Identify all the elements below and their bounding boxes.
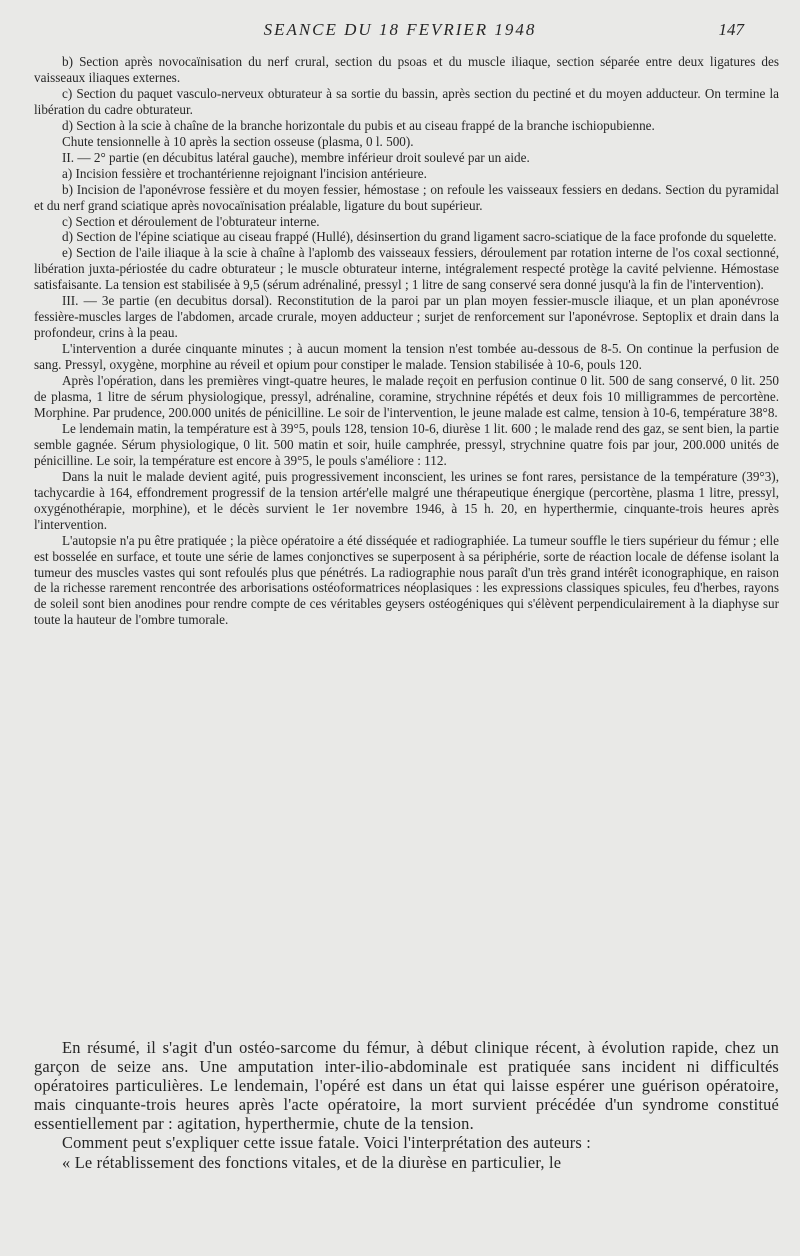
case-report-text bbox=[34, 54, 779, 628]
paragraph: Chute tensionnelle à 10 après la section osseuse (plasma, 0 l. 500). bbox=[62, 133, 414, 149]
paragraph: Après l'opération, dans les premières vingt-quatre heures, le malade reçoit en perfusion continue 0 lit. 500 de sang conservé, 0 lit. 250 de plasma, 1 litre de sérum physiologique, pressyl, adrénaline, coramine, strychnine répétés et deux fois 10 milligrammes de percortène. Morphine. Par prudence, 200.000 unités de pénicilline. Le soir de l'intervention, le jeune malade est calme, tension à 10-6, température 38°8. bbox=[34, 373, 779, 420]
page-header bbox=[0, 20, 800, 44]
paragraph: b) Incision de l'aponévrose fessière et du moyen fessier, hémostase ; on refoule les vaisseaux fessiers en dedans. Section du pyramidal et du nerf grand sciatique après novocaïnisation préalable, ligature du bout supérieur. bbox=[34, 181, 779, 213]
paragraph: e) Section de l'aile iliaque à la scie à chaîne à l'aplomb des vaisseaux fessiers, déroulement par rotation interne de l'os coxal sectionné, libération juxta-périostée du cadre obturateur ; le muscle obturateur interne, intégralement respecté protège la cavité pelvienne. Hémostase satisfaisante. La tension est stabilisée à 9,5 (sérum adrénaliné, pressyl ; 1 litre de sang conservé sera donné jusqu'à la fin de l'intervention). bbox=[34, 245, 779, 293]
paragraph: c) Section et déroulement de l'obturateur interne. bbox=[62, 213, 320, 229]
paragraph: d) Section à la scie à chaîne de la branche horizontale du pubis et au ciseau frappé de la branche ischiopubienne. bbox=[62, 117, 655, 133]
paragraph: L'intervention a durée cinquante minutes ; à aucun moment la tension n'est tombée au-dessous de 8-5. On continue la perfusion de sang. Pressyl, oxygène, morphine au réveil et opium pour constiper le malade. Tension stabilisée à 10-6, pouls 120. bbox=[34, 341, 779, 373]
paragraph: L'autopsie n'a pu être pratiquée ; la pièce opératoire a été disséquée et radiographiée. La tumeur souffle le tiers supérieur du fémur ; elle est bosselée en surface, et toute une série de lames conjonctives se superposent à sa périphérie, sorte de réaction locale de défense isolant la tumeur des muscles vastes qui sont refoulés plus que pénétrés. La radiographie nous paraît d'un très grand intérêt iconographique, en raison de la richesse rarement rencontrée des arborisations ostéoformatrices néoplasiques : les expressions classiques spicules, feu d'herbes, rayons de soleil sont bien anodines pour rendre compte de ces véritables geysers ostéogéniques qui s'élèvent perpendiculairement à la diaphyse sur toute la hauteur de l'ombre tumorale. bbox=[34, 532, 779, 628]
paragraph: Le lendemain matin, la température est à 39°5, pouls 128, tension 10-6, diurèse 1 lit. 600 ; le malade rend des gaz, se sent bien, la partie semble gagnée. Sérum physiologique, 0 lit. 500 matin et soir, huile camphrée, pressyl, strychnine quatre fois par jour, 200.000 unités de pénicilline. Le soir, la température est encore à 39°5, le pouls s'améliore : 112. bbox=[34, 420, 779, 468]
page-number: 147 bbox=[718, 20, 744, 39]
paragraph: Dans la nuit le malade devient agité, puis progressivement inconscient, les urines se font rares, persistance de la température (39°3), tachycardie à 164, effondrement progressif de la tension artér'elle malgré une thérapeutique énergique (percortène, plasma 1 litre, pressyl, oxygénothérapie, morphine), et le décès survient le 1er novembre 1946, à 15 h. 20, en hyperthermie, cinquante-trois heures après l'intervention. bbox=[34, 468, 779, 532]
summary-paragraph: En résumé, il s'agit d'un ostéo-sarcome du fémur, à début clinique récent, à évolution rapide, chez un garçon de seize ans. Une amputation inter-ilio-abdominale est pratiquée sans incident ni difficultés opératoires particulières. Le lendemain, l'opéré est dans un état qui laisse espérer une guérison opératoire, mais cinquante-trois heures après l'acte opératoire, la mort survient précédée d'un syndrome constitué essentiellement par : agitation, hyperthermie, chute de la tension. bbox=[34, 1038, 779, 1134]
paragraph: II. — 2° partie (en décubitus latéral gauche), membre inférieur droit soulevé par un aide. bbox=[62, 149, 530, 165]
paragraph: a) Incision fessière et trochantérienne rejoignant l'incision antérieure. bbox=[62, 165, 427, 181]
summary-paragraph: « Le rétablissement des fonctions vitales, et de la diurèse en particulier, le bbox=[62, 1152, 562, 1172]
summary-paragraph: Comment peut s'expliquer cette issue fatale. Voici l'interprétation des auteurs : bbox=[62, 1133, 592, 1153]
paragraph: III. — 3e partie (en decubitus dorsal). Reconstitution de la paroi par un plan moyen fessier-muscle iliaque, et un plan aponévrose fessière-muscles larges de l'abdomen, arcade crurale, moyen adducteur ; surjet de renforcement sur l'aponévrose. Septoplix et drain dans la profondeur, crins à la peau. bbox=[34, 293, 779, 341]
paragraph: d) Section de l'épine sciatique au ciseau frappé (Hullé), désinsertion du grand ligament sacro-sciatique de la face profonde du squelette. bbox=[62, 229, 777, 245]
summary-text bbox=[34, 1038, 779, 1172]
paragraph: c) Section du paquet vasculo-nerveux obturateur à sa sortie du bassin, après section du pectiné et du moyen adducteur. On termine la libération du cadre obturateur. bbox=[34, 85, 779, 117]
running-title: SEANCE DU 18 FEVRIER 1948 bbox=[263, 20, 537, 39]
paragraph: b) Section après novocaïnisation du nerf crural, section du psoas et du muscle iliaque, section séparée entre deux ligatures des vaisseaux iliaques externes. bbox=[34, 54, 779, 85]
